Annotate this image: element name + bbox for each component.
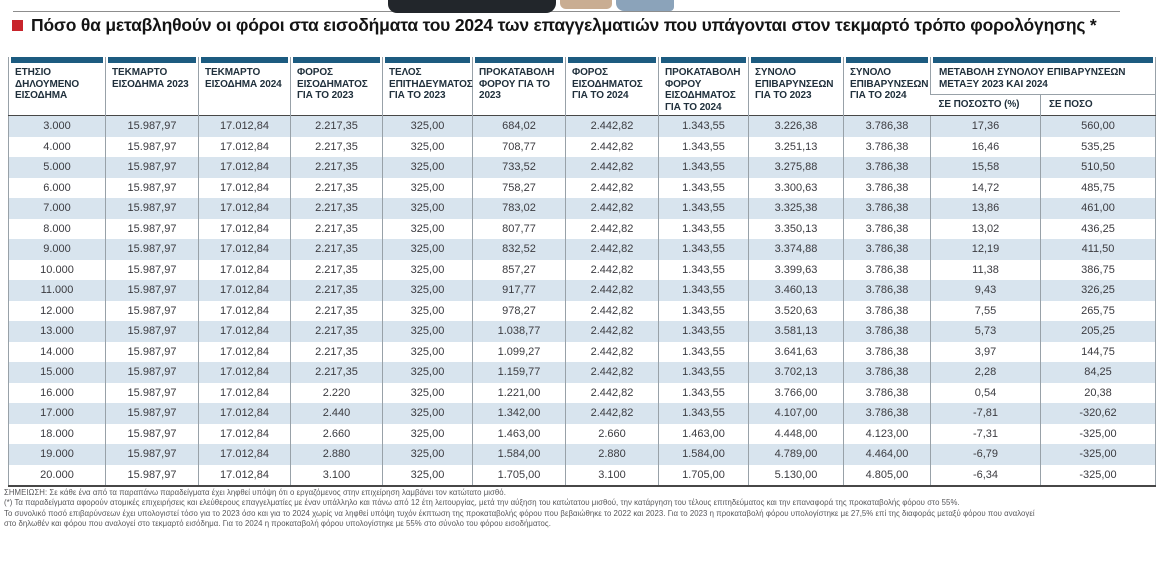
- column-header: [291, 57, 383, 116]
- table-cell: 1.343,55: [659, 342, 749, 363]
- table-row: [9, 424, 1156, 445]
- table-cell: 17.012,84: [199, 116, 291, 137]
- table-cell: 15.987,97: [106, 219, 199, 240]
- table-cell: 2.880: [291, 444, 383, 465]
- table-cell: 3.786,38: [844, 362, 931, 383]
- table-cell: 4.123,00: [844, 424, 931, 445]
- sub-column-header-label: ΣΕ ΠΟΣΟ: [1049, 99, 1093, 111]
- table-cell: 1.221,00: [473, 383, 566, 404]
- table-cell: 2.442,82: [566, 157, 659, 178]
- photo-sleeve-fragment: [616, 0, 674, 11]
- table-cell: 20.000: [9, 465, 106, 487]
- footnote-line: ΣΗΜΕΙΩΣΗ: Σε κάθε ένα από τα παραπάνω παραδείγματα έχει ληφθεί υπόψη ότι ο εργαζόμενος στην επιχείρηση λαμβάνει τον κατώτατο μισθό.: [4, 488, 506, 497]
- table-cell: 2.442,82: [566, 198, 659, 219]
- table-cell: 3.766,00: [749, 383, 844, 404]
- table-cell: 3.275,88: [749, 157, 844, 178]
- table-row: [9, 444, 1156, 465]
- page-title: [12, 15, 1097, 36]
- table-cell: 1.343,55: [659, 198, 749, 219]
- table-cell: 5.130,00: [749, 465, 844, 487]
- table-cell: 325,00: [383, 321, 473, 342]
- table-cell: 3.786,38: [844, 219, 931, 240]
- column-header-label: ΣΥΝΟΛΟ ΕΠΙΒΑΡΥΝΣΕΩΝ ΓΙΑ ΤΟ 2024: [850, 67, 929, 101]
- column-header-label: ΤΕΛΟΣ ΕΠΙΤΗΔΕΥΜΑΤΟΣ ΓΙΑ ΤΟ 2023: [389, 67, 473, 101]
- table-cell: 485,75: [1041, 178, 1156, 199]
- table-cell: 2.217,35: [291, 362, 383, 383]
- table-cell: -325,00: [1041, 465, 1156, 487]
- table-cell: 8.000: [43, 222, 71, 235]
- table-cell: 2.442,82: [566, 403, 659, 424]
- column-header-label: ΦΟΡΟΣ ΕΙΣΟΔΗΜΑΤΟΣ ΓΙΑ ΤΟ 2023: [297, 67, 368, 101]
- table-cell: 2.442,82: [566, 137, 659, 158]
- table-cell: 325,00: [383, 198, 473, 219]
- table-row: [9, 383, 1156, 404]
- table-cell: 17.012,84: [199, 239, 291, 260]
- table-cell: 3.226,38: [749, 116, 844, 137]
- table-cell: 325,00: [383, 280, 473, 301]
- cropped-photo-fragment: [388, 0, 678, 13]
- footnote-line: Το συνολικό ποσό επιβαρύνσεων έχει υπολογιστεί τόσο για το 2023 όσο και για το 2024 χωρίς να ληφθεί υπόψη τυχόν έκπτωση της προκαταβολής φόρου που βεβαιώθηκε το 2022 και 2023. Για το 2023 η προκαταβολή φόρου υπολογίστηκε με 27,5% επί της διαφοράς μεταξύ φόρου που αναλογεί: [4, 508, 1035, 518]
- table-cell: 7,55: [931, 301, 1041, 322]
- table-cell: 1.342,00: [473, 403, 566, 424]
- table-cell: 2.442,82: [566, 362, 659, 383]
- table-cell: 4.464,00: [844, 444, 931, 465]
- table-cell: 17,36: [931, 116, 1041, 137]
- table-cell: 17.012,84: [199, 362, 291, 383]
- table-cell: 325,00: [383, 465, 473, 487]
- table-cell: 560,00: [1041, 116, 1156, 137]
- table-cell: -320,62: [1041, 403, 1156, 424]
- table-cell: 3.786,38: [844, 239, 931, 260]
- column-header-label: ΕΤΗΣΙΟ ΔΗΛΟΥΜΕΝΟ ΕΙΣΟΔΗΜΑ: [15, 67, 80, 101]
- table-cell: 326,25: [1041, 280, 1156, 301]
- column-header: [473, 57, 566, 116]
- table-cell: 1.463,00: [659, 424, 749, 445]
- table-cell: 325,00: [383, 178, 473, 199]
- table-cell: 3.786,38: [844, 321, 931, 342]
- table-cell: 10.000: [40, 263, 74, 276]
- table-cell: 1.463,00: [473, 424, 566, 445]
- table-cell: 17.012,84: [199, 321, 291, 342]
- table-row: [9, 157, 1156, 178]
- table-cell: 3.520,63: [749, 301, 844, 322]
- table-cell: 2.442,82: [566, 219, 659, 240]
- column-header: [106, 57, 199, 116]
- table-cell: 325,00: [383, 157, 473, 178]
- table-cell: -7,81: [931, 403, 1041, 424]
- table-cell: 17.012,84: [199, 424, 291, 445]
- photo-laptop-silhouette: [388, 0, 556, 13]
- column-header: [9, 57, 106, 116]
- table-cell: 1.584,00: [659, 444, 749, 465]
- table-cell: 3.702,13: [749, 362, 844, 383]
- table-cell: 3.786,38: [844, 137, 931, 158]
- table-cell: 917,77: [473, 280, 566, 301]
- table-cell: 2.440: [291, 403, 383, 424]
- group-column-header: [931, 57, 1156, 94]
- table-cell: 3.460,13: [749, 280, 844, 301]
- table-cell: 17.012,84: [199, 280, 291, 301]
- table-cell: 15.987,97: [106, 362, 199, 383]
- table-cell: 16,46: [931, 137, 1041, 158]
- table-cell: 2.217,35: [291, 116, 383, 137]
- table-cell: 1.343,55: [659, 301, 749, 322]
- table-cell: 1.099,27: [473, 342, 566, 363]
- table-row: [9, 219, 1156, 240]
- table-cell: 2.442,82: [566, 178, 659, 199]
- table-cell: 978,27: [473, 301, 566, 322]
- table-cell: 15.987,97: [106, 321, 199, 342]
- table-cell: 205,25: [1041, 321, 1156, 342]
- table-cell: 325,00: [383, 444, 473, 465]
- table-cell: 14.000: [40, 345, 74, 358]
- column-header: [749, 57, 844, 116]
- table-cell: 386,75: [1041, 260, 1156, 281]
- table-cell: 3.399,63: [749, 260, 844, 281]
- table-cell: 4.789,00: [749, 444, 844, 465]
- table-cell: 1.343,55: [659, 137, 749, 158]
- table-cell: 436,25: [1041, 219, 1156, 240]
- table-cell: 3.581,13: [749, 321, 844, 342]
- table-cell: 15.987,97: [106, 157, 199, 178]
- table-cell: 4.000: [43, 140, 71, 153]
- table-row: [9, 116, 1156, 137]
- table-cell: -325,00: [1041, 424, 1156, 445]
- table-cell: 1.343,55: [659, 219, 749, 240]
- table-cell: 325,00: [383, 301, 473, 322]
- table-cell: 2.442,82: [566, 116, 659, 137]
- table-cell: 1.343,55: [659, 403, 749, 424]
- table-row: [9, 198, 1156, 219]
- table-cell: 17.012,84: [199, 403, 291, 424]
- table-cell: 1.343,55: [659, 178, 749, 199]
- table-cell: 3.786,38: [844, 178, 931, 199]
- table-cell: 17.012,84: [199, 178, 291, 199]
- table-cell: 17.012,84: [199, 198, 291, 219]
- table-cell: 17.012,84: [199, 342, 291, 363]
- table-cell: 3.100: [291, 465, 383, 487]
- table-cell: -6,34: [931, 465, 1041, 487]
- table-cell: 2.217,35: [291, 342, 383, 363]
- table-cell: 2.442,82: [566, 301, 659, 322]
- table-cell: 20,38: [1041, 383, 1156, 404]
- table-cell: 2.217,35: [291, 321, 383, 342]
- table-cell: 325,00: [383, 362, 473, 383]
- table-cell: 1.343,55: [659, 280, 749, 301]
- table-cell: 5.000: [43, 161, 71, 174]
- table-row: [9, 465, 1156, 487]
- table-row: [9, 321, 1156, 342]
- table-row: [9, 239, 1156, 260]
- table-cell: 2.217,35: [291, 137, 383, 158]
- table-cell: 17.000: [40, 407, 74, 420]
- sub-column-header: [931, 94, 1041, 115]
- table-cell: 1.705,00: [659, 465, 749, 487]
- table-cell: 325,00: [383, 403, 473, 424]
- table-cell: 2.442,82: [566, 280, 659, 301]
- table-cell: 2.660: [566, 424, 659, 445]
- table-cell: 3.641,63: [749, 342, 844, 363]
- sub-column-header: [1041, 94, 1156, 115]
- table-cell: 2.660: [291, 424, 383, 445]
- table-cell: 2.217,35: [291, 301, 383, 322]
- column-header: [566, 57, 659, 116]
- column-header: [199, 57, 291, 116]
- table-cell: 5,73: [931, 321, 1041, 342]
- table-cell: 325,00: [383, 260, 473, 281]
- table-cell: 1.159,77: [473, 362, 566, 383]
- table-cell: 15,58: [931, 157, 1041, 178]
- table-cell: 325,00: [383, 239, 473, 260]
- table-cell: 1.705,00: [473, 465, 566, 487]
- table-cell: 857,27: [473, 260, 566, 281]
- table-cell: 18.000: [40, 427, 74, 440]
- table-cell: 15.987,97: [106, 178, 199, 199]
- table-cell: 12,19: [931, 239, 1041, 260]
- table-cell: 15.987,97: [106, 383, 199, 404]
- table-row: [9, 280, 1156, 301]
- table-cell: 2,28: [931, 362, 1041, 383]
- table-cell: 3.300,63: [749, 178, 844, 199]
- table-cell: 15.987,97: [106, 116, 199, 137]
- table-cell: 7.000: [43, 202, 71, 215]
- table-cell: 325,00: [383, 424, 473, 445]
- table-cell: 17.012,84: [199, 157, 291, 178]
- table-cell: 15.000: [40, 366, 74, 379]
- table-cell: 17.012,84: [199, 301, 291, 322]
- table-cell: -325,00: [1041, 444, 1156, 465]
- table-cell: 144,75: [1041, 342, 1156, 363]
- table-row: [9, 260, 1156, 281]
- column-header: [844, 57, 931, 116]
- table-cell: 3.786,38: [844, 280, 931, 301]
- tax-table: [8, 57, 1156, 487]
- table-cell: 2.217,35: [291, 239, 383, 260]
- table-cell: 265,75: [1041, 301, 1156, 322]
- table-cell: 535,25: [1041, 137, 1156, 158]
- table-cell: 3.786,38: [844, 198, 931, 219]
- column-header-label: ΤΕΚΜΑΡΤΟ ΕΙΣΟΔΗΜΑ 2023: [112, 67, 189, 90]
- table-cell: 3,97: [931, 342, 1041, 363]
- table-cell: 2.442,82: [566, 239, 659, 260]
- table-cell: 17.012,84: [199, 137, 291, 158]
- footnote-line: στο δηλωθέν και φόρου που αναλογεί στο τεκμαρτό εισόδημα. Για το 2024 η προκαταβολή φόρου υπολογίστηκε με 55% στο σύνολο του φόρου εισοδήματος.: [4, 518, 551, 528]
- table-cell: 13,86: [931, 198, 1041, 219]
- column-header-label: ΣΥΝΟΛΟ ΕΠΙΒΑΡΥΝΣΕΩΝ ΓΙΑ ΤΟ 2023: [755, 67, 834, 101]
- table-cell: 510,50: [1041, 157, 1156, 178]
- table-cell: 3.325,38: [749, 198, 844, 219]
- table-row: [9, 362, 1156, 383]
- table-cell: 6.000: [43, 181, 71, 194]
- table-cell: 9.000: [43, 243, 71, 256]
- title-bullet-square: [12, 20, 23, 31]
- table-cell: 1.343,55: [659, 321, 749, 342]
- table-cell: 325,00: [383, 137, 473, 158]
- table-cell: 3.786,38: [844, 301, 931, 322]
- table-cell: 17.012,84: [199, 465, 291, 487]
- table-row: [9, 178, 1156, 199]
- table-cell: 325,00: [383, 219, 473, 240]
- table-cell: 1.343,55: [659, 362, 749, 383]
- table-cell: 832,52: [473, 239, 566, 260]
- table-cell: 17.012,84: [199, 260, 291, 281]
- table-cell: 2.442,82: [566, 383, 659, 404]
- table-cell: 325,00: [383, 383, 473, 404]
- footnote-line: (*) Τα παραδείγματα αφορούν ατομικές επιχειρήσεις και ελεύθερους επαγγελματίες με έναν υπάλληλο και πάνω από 12 έτη λειτουργίας, μετά την αύξηση του κατώτατου μισθού, την κατάργηση του τέλους επιτηδεύματος και την επαναφορά της προκαταβολής φόρου στο 55%.: [4, 498, 960, 508]
- table-cell: 2.217,35: [291, 198, 383, 219]
- table-cell: 3.000: [9, 116, 106, 137]
- column-header-label: ΠΡΟΚΑΤΑΒΟΛΗ ΦΟΡΟΥ ΕΙΣΟΔΗΜΑΤΟΣ ΓΙΑ ΤΟ 2024: [665, 67, 741, 113]
- table-cell: 2.217,35: [291, 157, 383, 178]
- column-header-label: ΦΟΡΟΣ ΕΙΣΟΔΗΜΑΤΟΣ ΓΙΑ ΤΟ 2024: [572, 67, 643, 101]
- table-cell: 3.100: [566, 465, 659, 487]
- table-cell: 15.987,97: [106, 301, 199, 322]
- table-cell: 15.987,97: [106, 342, 199, 363]
- table-cell: 14,72: [931, 178, 1041, 199]
- table-row: [9, 301, 1156, 322]
- table-cell: 19.000: [40, 448, 74, 461]
- table-cell: 4.805,00: [844, 465, 931, 487]
- table-cell: 16.000: [40, 386, 74, 399]
- table-cell: 17.012,84: [199, 383, 291, 404]
- table-cell: 1.343,55: [659, 383, 749, 404]
- table-cell: 3.786,38: [844, 403, 931, 424]
- column-header-label: ΤΕΚΜΑΡΤΟ ΕΙΣΟΔΗΜΑ 2024: [205, 67, 282, 90]
- table-cell: 783,02: [473, 198, 566, 219]
- table-row: [9, 403, 1156, 424]
- table-cell: 411,50: [1041, 239, 1156, 260]
- table-cell: 15.987,97: [106, 403, 199, 424]
- table-cell: 13.000: [40, 325, 74, 338]
- table-cell: 3.251,13: [749, 137, 844, 158]
- table-cell: 4.448,00: [749, 424, 844, 445]
- footnotes: [4, 488, 1160, 529]
- table-cell: 13,02: [931, 219, 1041, 240]
- table-body: [9, 116, 1156, 487]
- table-cell: 17.012,84: [199, 219, 291, 240]
- table-cell: 1.343,55: [659, 116, 749, 137]
- table-cell: 17.012,84: [199, 444, 291, 465]
- table-cell: 11,38: [931, 260, 1041, 281]
- table-cell: 2.442,82: [566, 321, 659, 342]
- table-cell: 4.107,00: [749, 403, 844, 424]
- table-cell: 2.217,35: [291, 219, 383, 240]
- table-row: [9, 342, 1156, 363]
- table-cell: 3.786,38: [844, 116, 931, 137]
- table-cell: -6,79: [931, 444, 1041, 465]
- table-cell: 684,02: [473, 116, 566, 137]
- table-cell: 733,52: [473, 157, 566, 178]
- table-cell: 12.000: [40, 304, 74, 317]
- table-cell: 461,00: [1041, 198, 1156, 219]
- table-cell: 15.987,97: [106, 239, 199, 260]
- table-cell: 15.987,97: [106, 260, 199, 281]
- table-cell: 2.217,35: [291, 280, 383, 301]
- table-cell: 15.987,97: [106, 198, 199, 219]
- table-cell: 1.038,77: [473, 321, 566, 342]
- group-header-label: ΜΕΤΑΒΟΛΗ ΣΥΝΟΛΟΥ ΕΠΙΒΑΡΥΝΣΕΩΝ ΜΕΤΑΞΥ 2023 ΚΑΙ 2024: [939, 67, 1126, 90]
- table-cell: 9,43: [931, 280, 1041, 301]
- table-cell: -7,31: [931, 424, 1041, 445]
- table-cell: 3.374,88: [749, 239, 844, 260]
- page-title-text: Πόσο θα μεταβληθούν οι φόροι στα εισοδήματα του 2024 των επαγγελματιών που υπάγονται στον τεκμαρτό τρόπο φορολόγησης *: [31, 15, 1097, 35]
- table-cell: 3.350,13: [749, 219, 844, 240]
- table-cell: 15.987,97: [106, 424, 199, 445]
- table-cell: 15.987,97: [106, 465, 199, 487]
- table-cell: 11.000: [40, 284, 74, 297]
- table-cell: 758,27: [473, 178, 566, 199]
- table-header: [9, 57, 1156, 116]
- table-cell: 3.786,38: [844, 342, 931, 363]
- table-cell: 15.987,97: [106, 280, 199, 301]
- table-cell: 3.786,38: [844, 260, 931, 281]
- table-cell: 15.987,97: [106, 444, 199, 465]
- table-cell: 325,00: [383, 342, 473, 363]
- table-cell: 708,77: [473, 137, 566, 158]
- table-cell: 1.343,55: [659, 157, 749, 178]
- table-cell: 15.987,97: [106, 137, 199, 158]
- table-cell: 2.442,82: [566, 260, 659, 281]
- column-header-label: ΠΡΟΚΑΤΑΒΟΛΗ ΦΟΡΟΥ ΓΙΑ ΤΟ 2023: [479, 67, 555, 101]
- table-cell: 0,54: [931, 383, 1041, 404]
- table-cell: 2.217,35: [291, 178, 383, 199]
- sub-column-header-label: ΣΕ ΠΟΣΟΣΤΟ (%): [938, 99, 1020, 111]
- table-cell: 2.217,35: [291, 260, 383, 281]
- table-cell: 3.786,38: [844, 157, 931, 178]
- column-header: [659, 57, 749, 116]
- table-cell: 1.343,55: [659, 260, 749, 281]
- table-cell: 1.584,00: [473, 444, 566, 465]
- table-cell: 1.343,55: [659, 239, 749, 260]
- table-cell: 3.786,38: [844, 383, 931, 404]
- table-row: [9, 137, 1156, 158]
- table-cell: 2.442,82: [566, 342, 659, 363]
- column-header: [383, 57, 473, 116]
- table-cell: 2.220: [291, 383, 383, 404]
- table-cell: 807,77: [473, 219, 566, 240]
- table-cell: 84,25: [1041, 362, 1156, 383]
- table-cell: 2.880: [566, 444, 659, 465]
- table-cell: 325,00: [383, 116, 473, 137]
- photo-hand-fragment: [560, 0, 612, 9]
